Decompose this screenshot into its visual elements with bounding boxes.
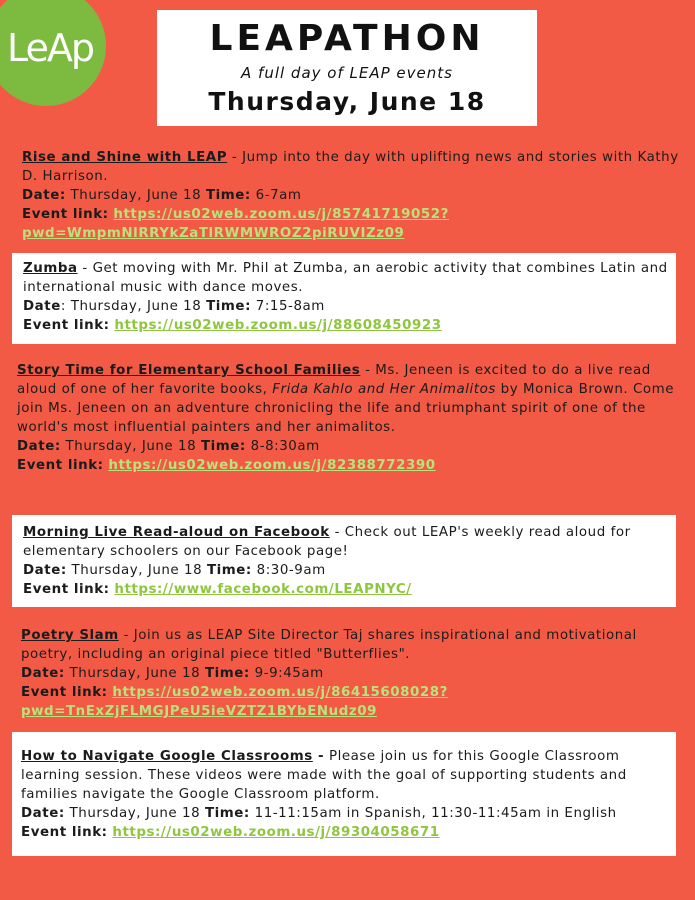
event-title: Morning Live Read-aloud on Facebook	[23, 525, 330, 540]
event-description	[23, 523, 676, 561]
date-label: Date:	[17, 439, 61, 454]
event-date: : Thursday, June 18	[60, 299, 207, 314]
event-title: How to Navigate Google Classrooms	[21, 749, 313, 764]
leap-logo-text: LeAp	[7, 26, 93, 70]
event-description	[23, 259, 676, 297]
page-title: LEAPATHON	[209, 18, 485, 59]
event-link-label: Event link:	[17, 458, 104, 473]
event-title-separator: -	[312, 749, 325, 764]
event-date: Thursday, June 18	[60, 439, 201, 454]
event-link-row	[22, 205, 682, 243]
time-label: Time:	[206, 563, 252, 578]
event-description	[21, 747, 668, 804]
event-date: Thursday, June 18	[64, 666, 205, 681]
event-google-classrooms	[12, 732, 676, 856]
date-label: Date:	[22, 188, 66, 203]
event-summary-continued: by Monica Brown. Come join Ms. Jeneen on an adventure chronicling the life and triumphant spirit of one of the world's most influential painters and her animalitos.	[17, 382, 675, 435]
event-link[interactable]: https://us02web.zoom.us/j/88608450923	[114, 318, 442, 333]
event-link-label: Event link:	[23, 582, 110, 597]
event-time: 6-7am	[250, 188, 302, 203]
event-link[interactable]: https://us02web.zoom.us/j/82388772390	[108, 458, 436, 473]
event-link-row	[23, 316, 676, 335]
time-label: Time:	[206, 299, 251, 314]
event-link-row	[21, 823, 668, 842]
event-title: Poetry Slam	[21, 628, 119, 643]
event-link-continued[interactable]: pwd=TnExZjFLMGJPeU5ieVZTZ1BYbENudz09	[21, 704, 377, 719]
event-link[interactable]: https://us02web.zoom.us/j/86415608028?	[112, 685, 448, 700]
event-link-row	[17, 456, 685, 475]
event-date: Thursday, June 18	[64, 806, 205, 821]
event-morning-read-aloud	[12, 515, 676, 607]
event-link[interactable]: https://us02web.zoom.us/j/89304058671	[112, 825, 440, 840]
event-link-row	[23, 580, 676, 599]
event-schedule	[22, 186, 682, 205]
event-title: Zumba	[23, 261, 78, 276]
event-link-row	[21, 683, 683, 721]
event-time: 8-8:30am	[245, 439, 320, 454]
date-label-short: Date	[23, 299, 61, 314]
event-summary: Please join us for this Google Classroom learning session. These videos were made with the goal of supporting students and families navigate the Google Classroom platform.	[21, 749, 627, 802]
event-summary: - Check out LEAP's weekly read aloud for elementary schoolers on our Facebook page!	[23, 525, 631, 559]
event-description	[22, 148, 682, 186]
page-date: Thursday, June 18	[208, 87, 486, 116]
event-date: Thursday, June 18	[66, 563, 207, 578]
event-summary: - Jump into the day with uplifting news and stories with Kathy D. Harrison.	[22, 150, 679, 184]
event-summary: - Get moving with Mr. Phil at Zumba, an aerobic activity that combines Latin and international music with dance moves.	[23, 261, 668, 295]
event-schedule	[21, 804, 668, 823]
time-label: Time:	[204, 806, 250, 821]
event-title: Rise and Shine with LEAP	[22, 150, 228, 165]
event-summary: - Ms. Jeneen is excited to do a live read aloud of one of her favorite books,	[17, 363, 651, 397]
event-schedule	[17, 437, 685, 456]
header-box	[157, 10, 537, 126]
event-link-label: Event link:	[21, 685, 108, 700]
event-summary: - Join us as LEAP Site Director Taj shares inspirational and motivational poetry, including an original piece titled "Butterflies".	[21, 628, 637, 662]
event-title: Story Time for Elementary School Families	[17, 363, 361, 378]
event-poetry-slam	[21, 626, 683, 721]
page-subtitle: A full day of LEAP events	[241, 64, 453, 82]
event-description	[17, 361, 685, 437]
event-time: 9-9:45am	[249, 666, 324, 681]
leap-logo	[0, 0, 106, 106]
date-label: Date:	[21, 666, 65, 681]
event-link-label: Event link:	[21, 825, 108, 840]
event-link-continued[interactable]: pwd=WmpmNlRRYkZaTlRWMWROZ2piRUVIZz09	[22, 226, 405, 241]
event-schedule	[21, 664, 683, 683]
event-date: Thursday, June 18	[65, 188, 206, 203]
time-label: Time:	[205, 188, 251, 203]
event-link[interactable]: https://www.facebook.com/LEAPNYC/	[114, 582, 412, 597]
date-label: Date:	[21, 806, 65, 821]
event-description	[21, 626, 683, 664]
time-label: Time:	[204, 666, 250, 681]
event-time: 7:15-8am	[250, 299, 325, 314]
book-title: Frida Kahlo and Her Animalitos	[272, 382, 496, 397]
date-label: Date:	[23, 563, 67, 578]
event-zumba	[12, 253, 676, 344]
event-time: 11-11:15am in Spanish, 11:30-11:45am in English	[249, 806, 617, 821]
event-story-time	[17, 361, 685, 475]
event-link-label: Event link:	[22, 207, 109, 222]
time-label: Time:	[200, 439, 246, 454]
event-schedule	[23, 297, 676, 316]
event-time: 8:30-9am	[251, 563, 326, 578]
event-link[interactable]: https://us02web.zoom.us/j/85741719052?	[113, 207, 449, 222]
event-rise-and-shine	[22, 148, 682, 243]
event-schedule	[23, 561, 676, 580]
event-link-label: Event link:	[23, 318, 110, 333]
